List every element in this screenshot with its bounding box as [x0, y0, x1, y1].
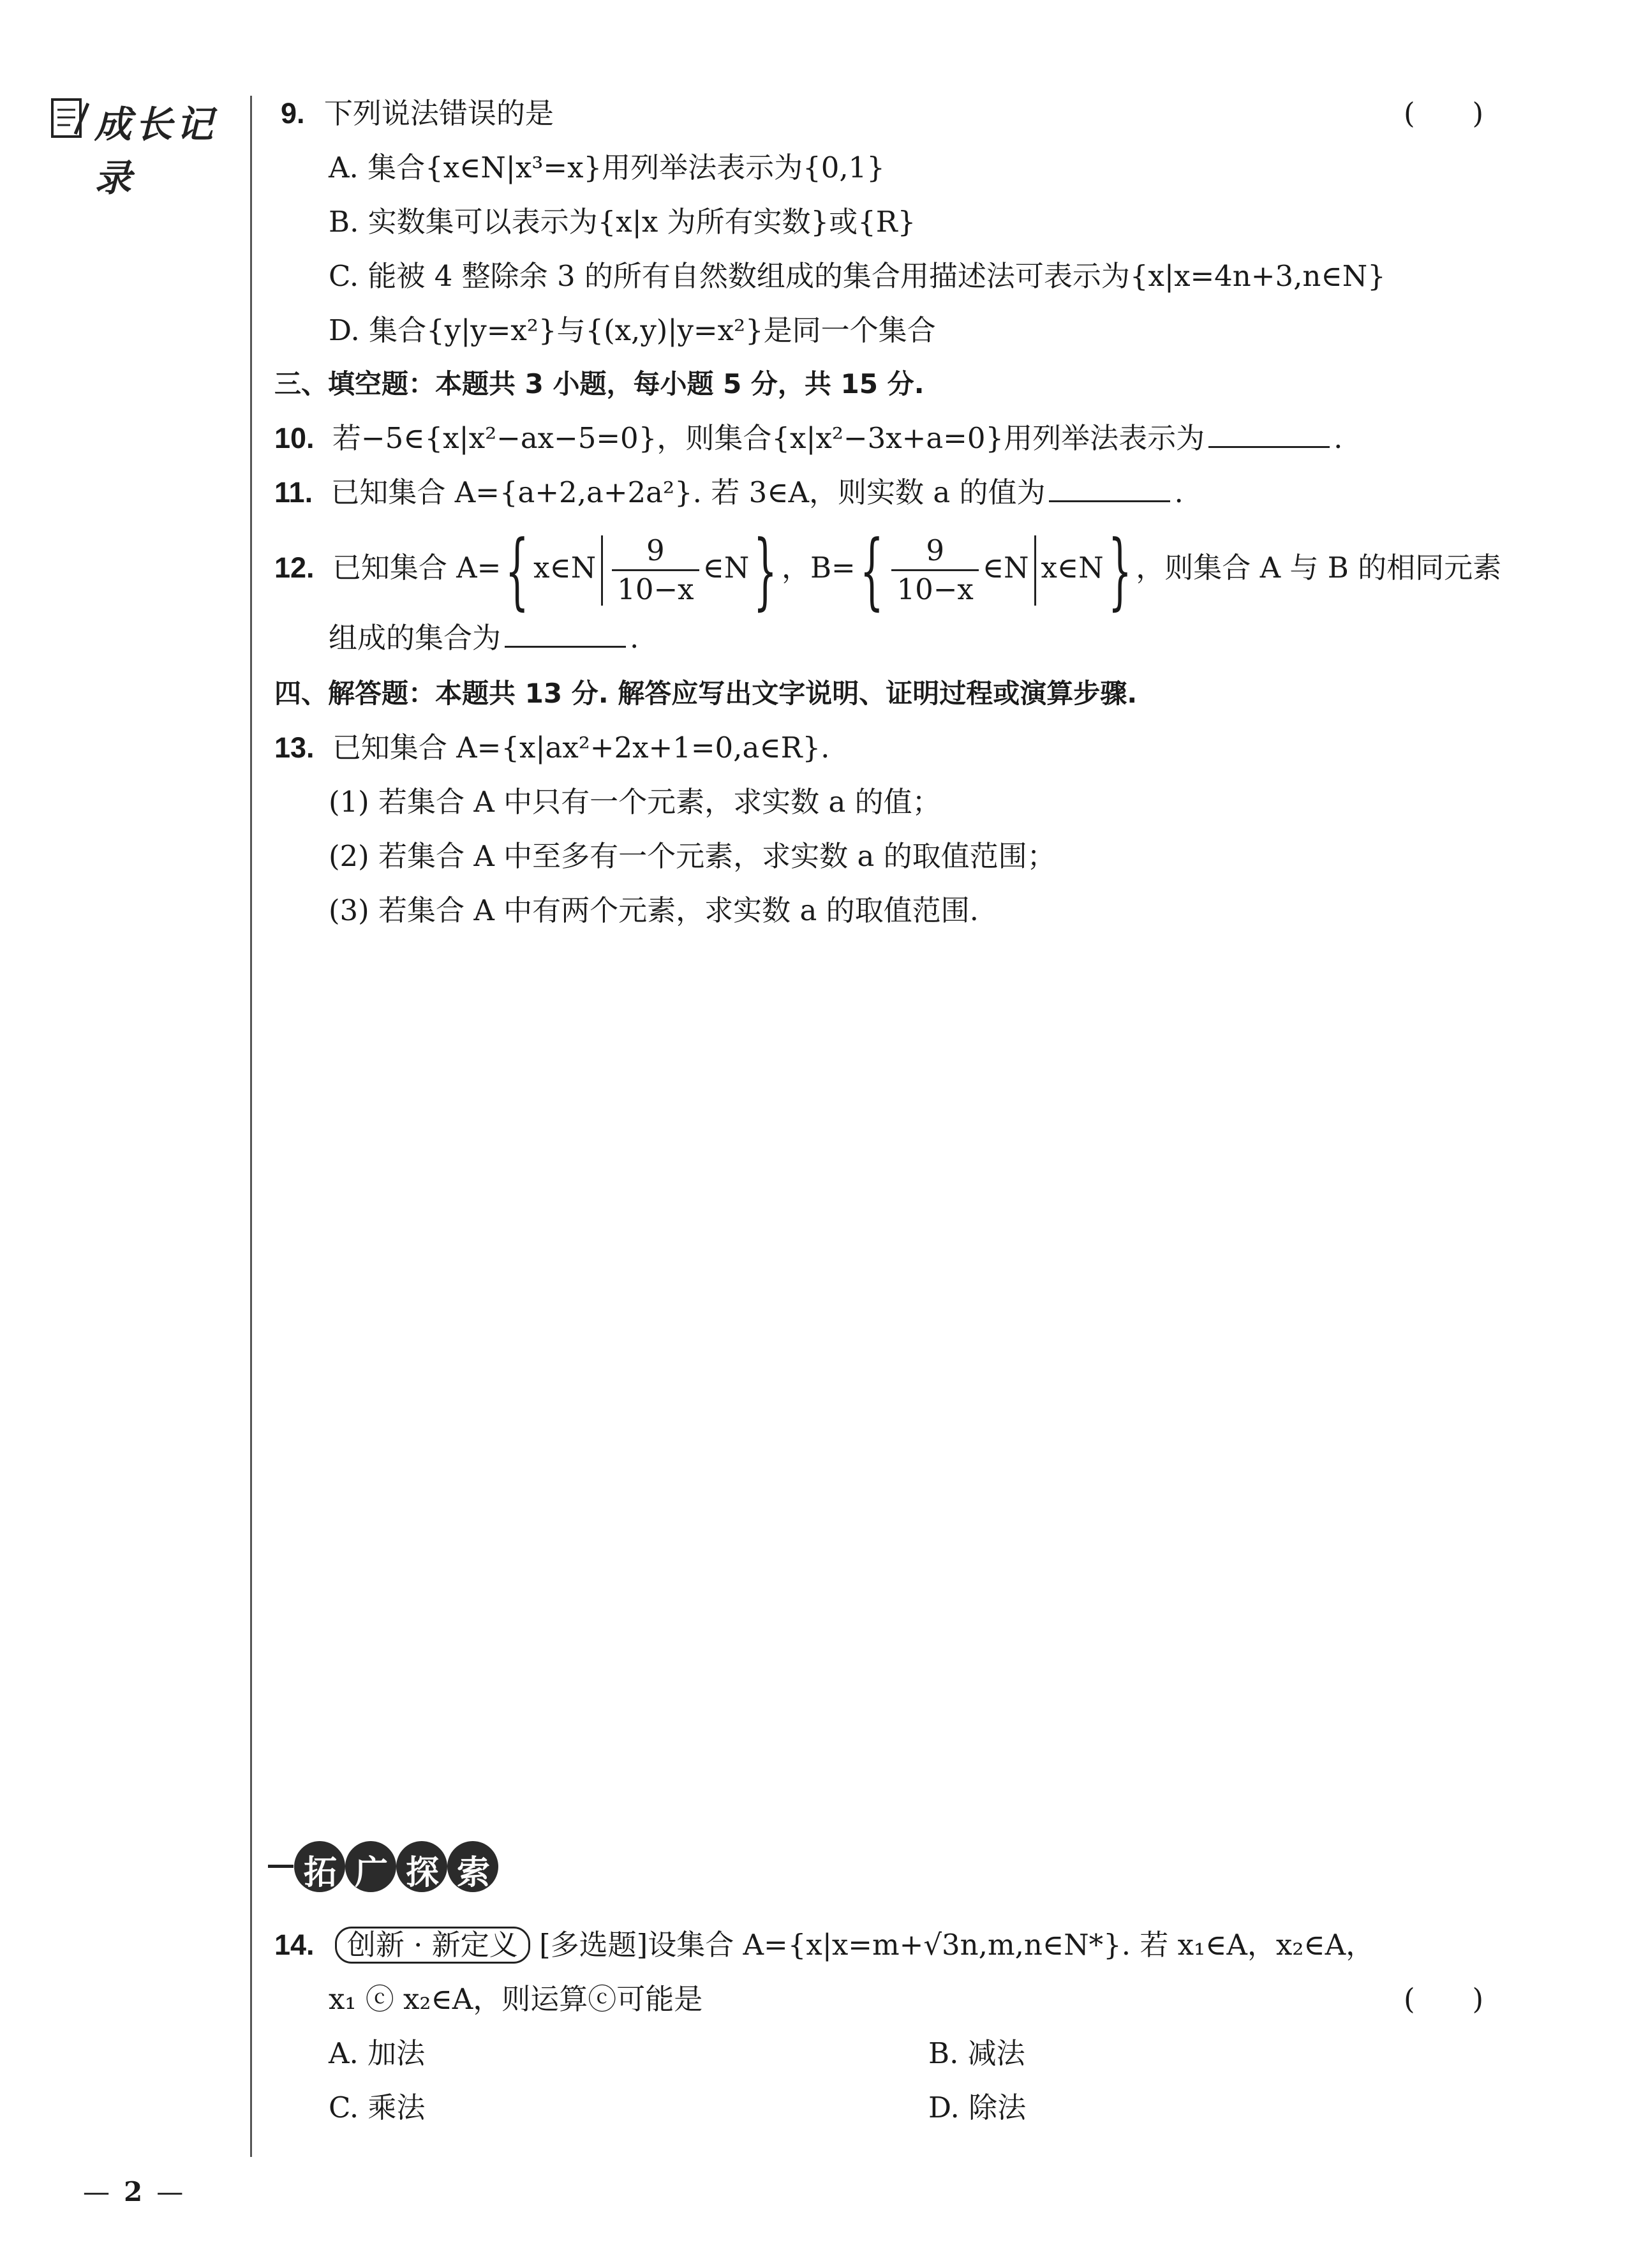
- q14-option-d[interactable]: D. 除法: [928, 2091, 1027, 2124]
- banner-char-1: 拓: [304, 1854, 338, 1892]
- q13-part-1: (1) 若集合 A 中只有一个元素，求实数 a 的值；: [329, 785, 941, 819]
- q14-stem-line-1: [274, 1926, 1374, 1964]
- sidebar-rule: [250, 96, 252, 2157]
- q12-mid: ，B=: [781, 551, 856, 585]
- q14-option-a[interactable]: A. 加法: [329, 2036, 426, 2070]
- page-number-value: 2: [124, 2176, 143, 2207]
- q12-a-right-brace: }: [753, 521, 778, 619]
- brand-label: 成长记录: [94, 103, 218, 200]
- section-banner: [268, 1832, 510, 1902]
- q12-b-frac-den: 10−x: [896, 572, 974, 606]
- q14-type: [多选题]: [539, 1928, 648, 1962]
- q12-b-right: ∈N: [982, 551, 1029, 585]
- q13-number: 13.: [274, 731, 315, 764]
- q12-a-frac-den: 10−x: [617, 572, 694, 606]
- q14-answer-paren[interactable]: ( ): [1404, 1982, 1484, 2016]
- q12-pre: 已知集合 A=: [332, 551, 501, 585]
- brand-logo: [50, 89, 241, 200]
- q12-a-left-brace: {: [505, 521, 530, 619]
- q9-option-d[interactable]: D. 集合{y|y=x²}与{(x,y)|y=x²}是同一个集合: [329, 313, 936, 347]
- q9-number: 9.: [281, 97, 305, 130]
- q12-a-frac-num: 9: [612, 532, 699, 571]
- q12-end: .: [630, 621, 639, 655]
- q9-option-a[interactable]: A. 集合{x∈N|x³=x}用列举法表示为{0,1}: [329, 151, 885, 184]
- q11-end: .: [1174, 475, 1184, 509]
- q13-stem: 已知集合 A={x|ax²+2x+1=0,a∈R}.: [332, 731, 830, 765]
- q12-b-right-brace: }: [1108, 521, 1132, 619]
- section-4-heading: 四、解答题：本题共 13 分. 解答应写出文字说明、证明过程或演算步骤.: [274, 678, 1138, 709]
- q12-b-fraction: [891, 532, 978, 608]
- q12-line-2: [329, 619, 639, 657]
- q12-b-cond: x∈N: [1041, 551, 1104, 585]
- page-number-dash-left: —: [83, 2176, 110, 2207]
- q9-answer-paren[interactable]: ( ): [1404, 96, 1484, 130]
- q9-stem-line: [281, 94, 554, 133]
- q12-a-bar: [601, 535, 603, 606]
- banner-rule: [268, 1865, 293, 1868]
- q14-badge: 创新 · 新定义: [335, 1927, 530, 1964]
- q12-number: 12.: [274, 551, 315, 584]
- banner-char-2: 广: [355, 1854, 389, 1892]
- q9-stem: 下列说法错误的是: [323, 96, 554, 130]
- q9-option-c[interactable]: C. 能被 4 整除余 3 的所有自然数组成的集合用描述法可表示为{x|x=4n+3,n∈N}: [329, 259, 1386, 293]
- notebook-icon: [50, 96, 89, 140]
- q11-number: 11.: [274, 476, 313, 509]
- q10-number: 10.: [274, 422, 315, 454]
- q12-line2-text: 组成的集合为: [329, 621, 501, 655]
- q12-answer-blank[interactable]: [505, 620, 626, 648]
- q11-line: [274, 474, 1184, 512]
- q11-text: 已知集合 A={a+2,a+2a²}. 若 3∈A，则实数 a 的值为: [331, 475, 1046, 509]
- q12-line-1: [274, 521, 1502, 619]
- q10-end: .: [1334, 421, 1343, 455]
- q14-number: 14.: [274, 1929, 315, 1961]
- q12-b-left-brace: {: [859, 521, 884, 619]
- q10-line: [274, 419, 1342, 458]
- q13-part-3: (3) 若集合 A 中有两个元素，求实数 a 的取值范围.: [329, 893, 979, 927]
- banner-char-3: 探: [406, 1854, 440, 1892]
- q14-stem-line-2: x₁ ⓒ x₂∈A，则运算ⓒ可能是: [329, 1982, 703, 2016]
- q14-stem-1: 设集合 A={x|x=m+√3n,m,n∈N*}. 若 x₁∈A，x₂∈A，: [648, 1928, 1375, 1962]
- q12-b-frac-num: 9: [891, 532, 978, 571]
- q10-answer-blank[interactable]: [1208, 421, 1330, 448]
- q13-stem-line: [274, 729, 829, 767]
- q9-option-b[interactable]: B. 实数集可以表示为{x|x 为所有实数}或{R}: [329, 205, 916, 239]
- q12-a-left: x∈N: [533, 551, 597, 585]
- page-number-dash-right: —: [156, 2176, 184, 2207]
- section-3-heading: 三、填空题：本题共 3 小题，每小题 5 分，共 15 分.: [274, 368, 925, 399]
- q12-post: ，则集合 A 与 B 的相同元素: [1136, 551, 1502, 585]
- q13-part-2: (2) 若集合 A 中至多有一个元素，求实数 a 的取值范围；: [329, 839, 1056, 873]
- q14-option-b[interactable]: B. 减法: [928, 2036, 1025, 2070]
- page-number: [83, 2176, 183, 2207]
- banner-char-4: 索: [457, 1854, 491, 1892]
- q12-b-bar: [1034, 535, 1036, 606]
- q12-a-fraction: [612, 532, 699, 608]
- q10-text: 若−5∈{x|x²−ax−5=0}，则集合{x|x²−3x+a=0}用列举法表示为: [332, 421, 1205, 455]
- q11-answer-blank[interactable]: [1049, 475, 1170, 502]
- q14-option-c[interactable]: C. 乘法: [329, 2091, 426, 2124]
- q12-a-right: ∈N: [702, 551, 750, 585]
